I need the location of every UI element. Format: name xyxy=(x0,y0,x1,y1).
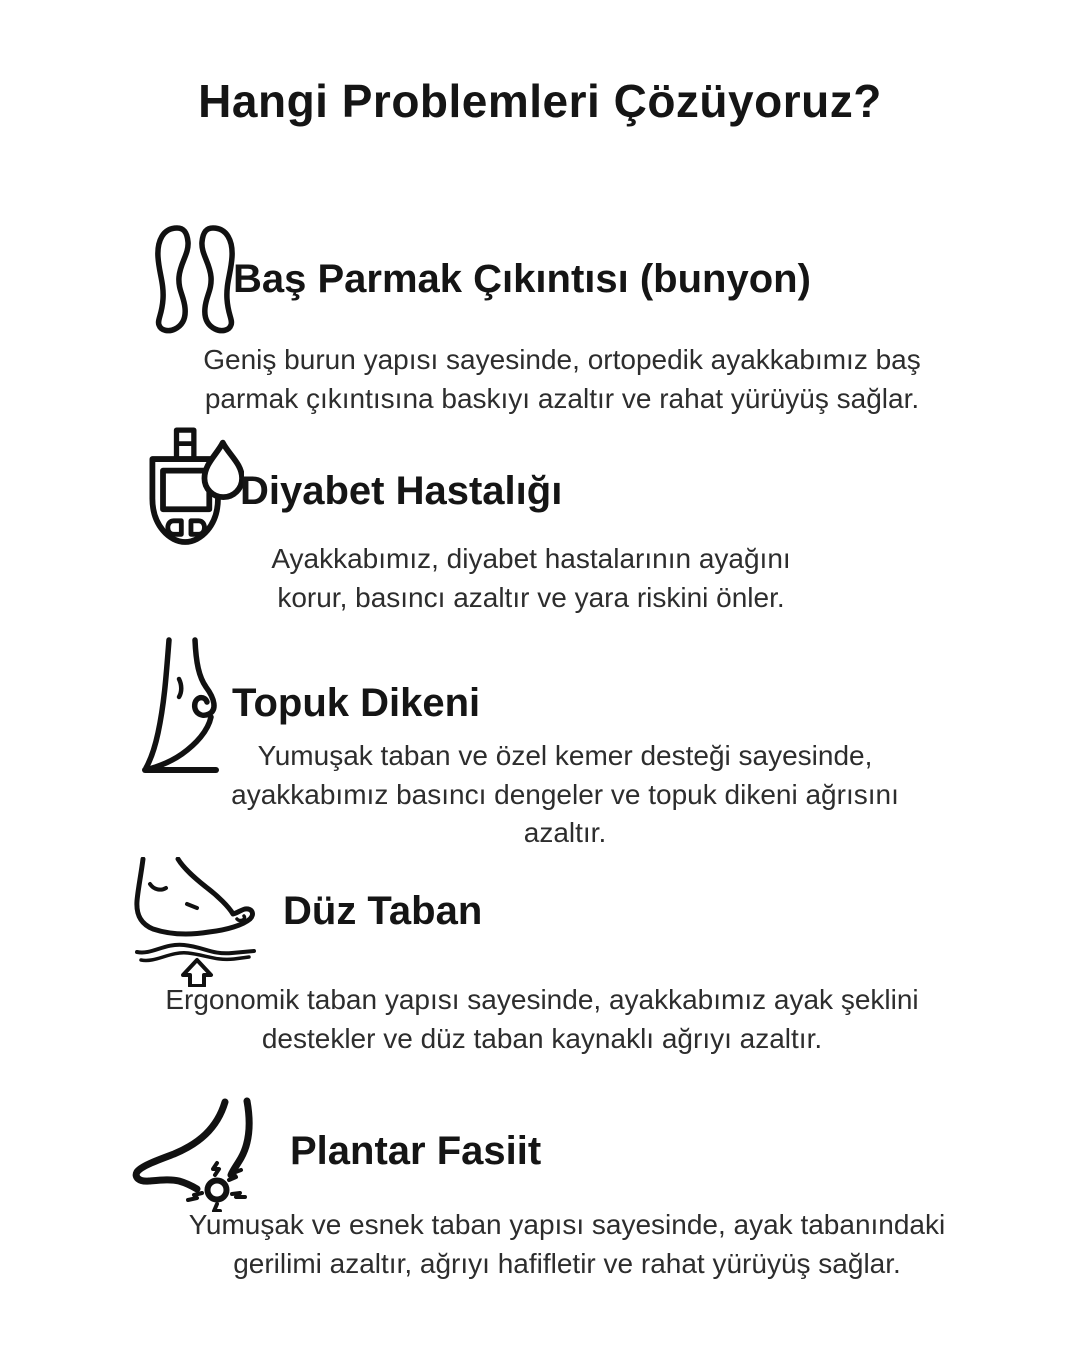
description-line: Ayakkabımız, diyabet hastalarının ayağını xyxy=(271,543,791,574)
section-heading: Baş Parmak Çıkıntısı (bunyon) xyxy=(233,257,811,301)
section-description xyxy=(125,737,1005,853)
description-line: azaltır. xyxy=(523,817,607,848)
description-line: Ergonomik taban yapısı sayesinde, ayakkabımız ayak şeklini xyxy=(165,984,919,1015)
foot-heel-pain-icon xyxy=(128,1097,270,1212)
description-line: destekler ve düz taban kaynaklı ağrıyı azaltır. xyxy=(261,1022,823,1054)
section-heading: Topuk Dikeni xyxy=(232,681,481,725)
section-description xyxy=(122,341,1002,418)
section-heading: Diyabet Hastalığı xyxy=(240,469,563,513)
description-line: Yumuşak taban ve özel kemer desteği sayesinde, xyxy=(257,740,873,771)
glucose-meter-icon xyxy=(136,424,244,552)
description-line: gerilimi azaltır, ağrıyı hafifletir ve rahat yürüyüş sağlar. xyxy=(233,1247,901,1279)
section-description xyxy=(127,1206,1007,1283)
section-description xyxy=(102,981,982,1058)
description-line: ayakkabımız basıncı dengeler ve topuk dikeni ağrısını xyxy=(231,778,899,810)
description-line: korur, basıncı azaltır ve yara riskini önler. xyxy=(277,581,785,613)
description-line: parmak çıkıntısına baskıyı azaltır ve rahat yürüyüş sağlar. xyxy=(204,382,920,414)
section-heading: Düz Taban xyxy=(283,889,483,933)
section-description xyxy=(91,540,971,617)
description-line: Geniş burun yapısı sayesinde, ortopedik ayakkabımız baş xyxy=(203,344,921,375)
description-line: Yumuşak ve esnek taban yapısı sayesinde, ayak tabanındaki xyxy=(188,1209,946,1240)
insoles-icon xyxy=(145,223,245,335)
page-title: Hangi Problemleri Çözüyoruz? xyxy=(198,75,882,127)
section-heading: Plantar Fasiit xyxy=(290,1129,542,1173)
flat-foot-arch-support-icon xyxy=(130,857,264,987)
